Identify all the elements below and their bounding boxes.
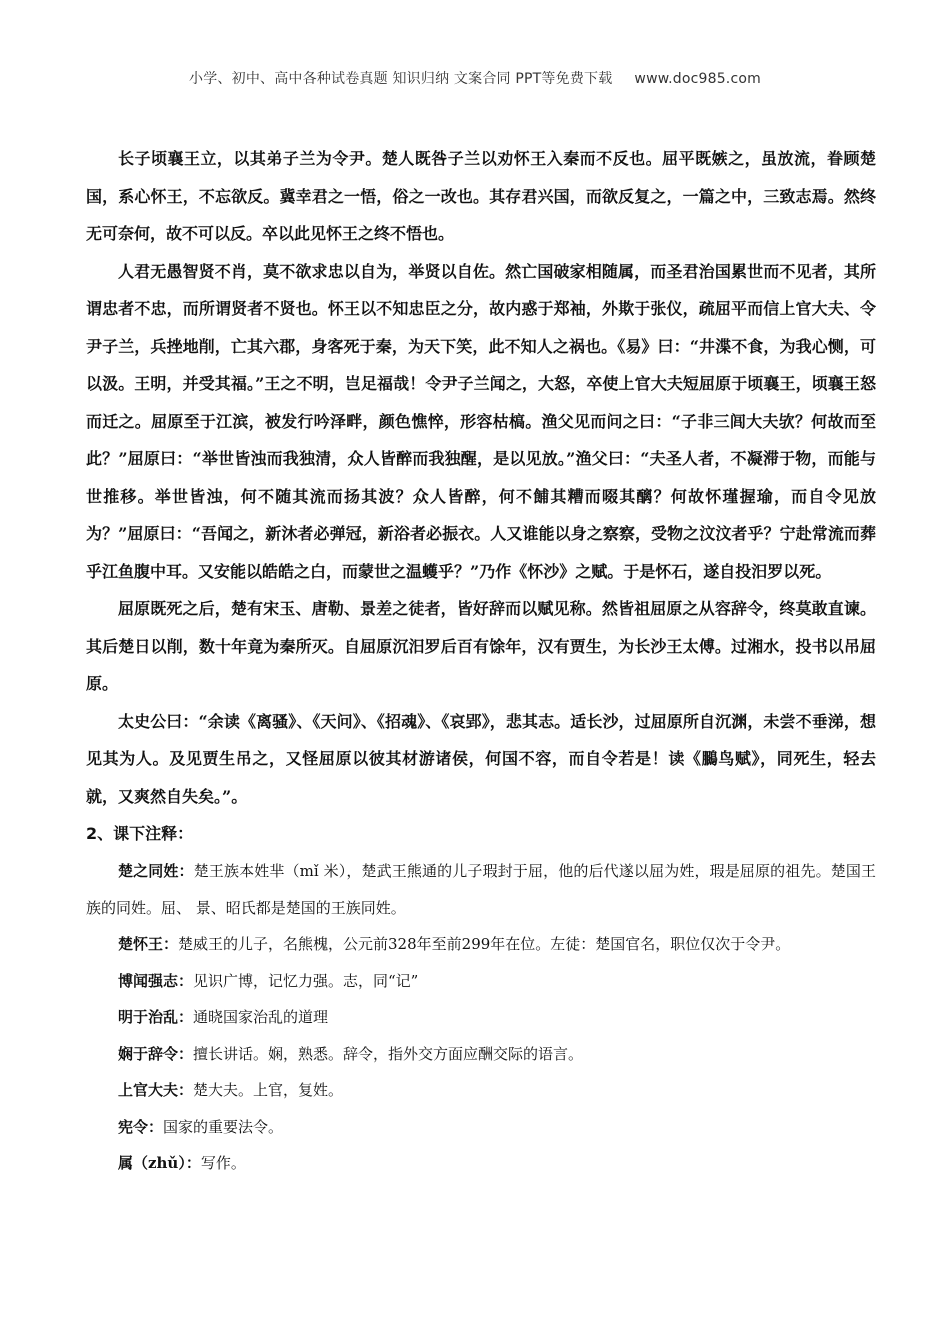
note-term: 宪令： bbox=[118, 1117, 164, 1136]
note-text: 楚王族本姓芈（mǐ 米），楚武王熊通的儿子瑕封于屈，他的后代遂以屈为姓，瑕是屈原的祖先。楚国王族的同姓。屈、 景、昭氏都是楚国的王族同姓。 bbox=[86, 862, 876, 917]
note-item bbox=[86, 999, 876, 1036]
paragraph: 人君无愚智贤不肖，莫不欲求忠以自为，举贤以自佐。然亡国破家相随属，而圣君治国累世而不见者，其所谓忠者不忠，而所谓贤者不贤也。怀王以不知忠臣之分，故内惑于郑袖，外欺于张仪，疏屈平而信上官大夫、令尹子兰，兵挫地削，亡其六郡，身客死于秦，为天下笑，此不知人之祸也。《易》曰：“井渫不食，为我心恻，可以汲。王明，并受其福。”王之不明，岂足福哉！令尹子兰闻之，大怒，卒使上官大夫短屈原于顷襄王，顷襄王怒而迁之。屈原至于江滨，被发行吟泽畔，颜色憔悴，形容枯槁。渔父见而问之曰：“子非三闾大夫欤？何故而至此？”屈原曰：“举世皆浊而我独清，众人皆醉而我独醒，是以见放。”渔父曰：“夫圣人者，不凝滞于物，而能与世推移。举世皆浊，何不随其流而扬其波？众人皆醉，何不餔其糟而啜其醨？何故怀瑾握瑜，而自令见放为？”屈原曰：“吾闻之，新沐者必弹冠，新浴者必振衣。人又谁能以身之察察，受物之汶汶者乎？宁赴常流而葬乎江鱼腹中耳。又安能以皓皓之白，而蒙世之温蠖乎？”乃作《怀沙》之赋。于是怀石，遂自投汨罗以死。 bbox=[86, 261, 876, 581]
note-term: 上官大夫： bbox=[118, 1081, 194, 1099]
note-item bbox=[86, 1036, 876, 1073]
note-term: 明于治乱： bbox=[118, 1008, 194, 1026]
note-term: 属（zhǔ）： bbox=[118, 1154, 201, 1172]
document-body bbox=[86, 140, 876, 1182]
note-item bbox=[86, 1109, 876, 1146]
note-item bbox=[86, 1072, 876, 1109]
note-text: 擅长讲话。娴，熟悉。辞令，指外交方面应酬交际的语言。 bbox=[193, 1044, 584, 1063]
note-item bbox=[86, 963, 876, 1000]
section-title: 2、课下注释： bbox=[86, 824, 194, 843]
paragraph: 长子顷襄王立，以其弟子兰为令尹。楚人既咎子兰以劝怀王入秦而不反也。屈平既嫉之，虽放流，眷顾楚国，系心怀王，不忘欲反。冀幸君之一悟，俗之一改也。其存君兴国，而欲反复之，一篇之中，三致志焉。然终无可奈何，故不可以反。卒以此见怀王之终不悟也。 bbox=[86, 149, 876, 243]
note-text: 通晓国家治乱的道理 bbox=[193, 1008, 329, 1026]
header-url[interactable]: www.doc985.com bbox=[634, 71, 761, 87]
header-site-text: 小学、初中、高中各种试卷真题 知识归纳 文案合同 PPT等免费下载 bbox=[189, 71, 613, 87]
note-term: 楚之同姓： bbox=[118, 862, 194, 880]
note-term: 娴于辞令： bbox=[118, 1044, 194, 1063]
note-text: 写作。 bbox=[200, 1154, 246, 1172]
note-text: 楚大夫。上官，复姓。 bbox=[193, 1081, 344, 1099]
paragraph: 屈原既死之后，楚有宋玉、唐勒、景差之徒者，皆好辞而以赋见称。然皆祖屈原之从容辞令，终莫敢直谏。其后楚日以削，数十年竟为秦所灭。自屈原沉汨罗后百有馀年，汉有贾生，为长沙王太傅。过湘水，投书以吊屈原。 bbox=[86, 599, 876, 693]
note-text: 楚威王的儿子，名熊槐，公元前328年至前299年在位。左徒：楚国官名，职位仅次于令尹。 bbox=[178, 935, 791, 953]
note-text: 国家的重要法令。 bbox=[163, 1117, 284, 1136]
paragraph: 太史公曰：“余读《离骚》、《天问》、《招魂》、《哀郢》，悲其志。适长沙，过屈原所自沉渊，未尝不垂涕，想见其为人。及见贾生吊之，又怪屈原以彼其材游诸侯，何国不容，而自令若是！读《鵩鸟赋》，同死生，轻去就，又爽然自失矣。”。 bbox=[86, 711, 876, 806]
note-item bbox=[86, 1145, 876, 1182]
note-item bbox=[86, 853, 876, 926]
note-item bbox=[86, 926, 876, 963]
note-text: 见识广博，记忆力强。志，同“记” bbox=[193, 971, 419, 990]
note-term: 楚怀王： bbox=[118, 935, 179, 953]
note-term: 博闻强志： bbox=[118, 971, 194, 990]
page-header bbox=[0, 68, 950, 88]
